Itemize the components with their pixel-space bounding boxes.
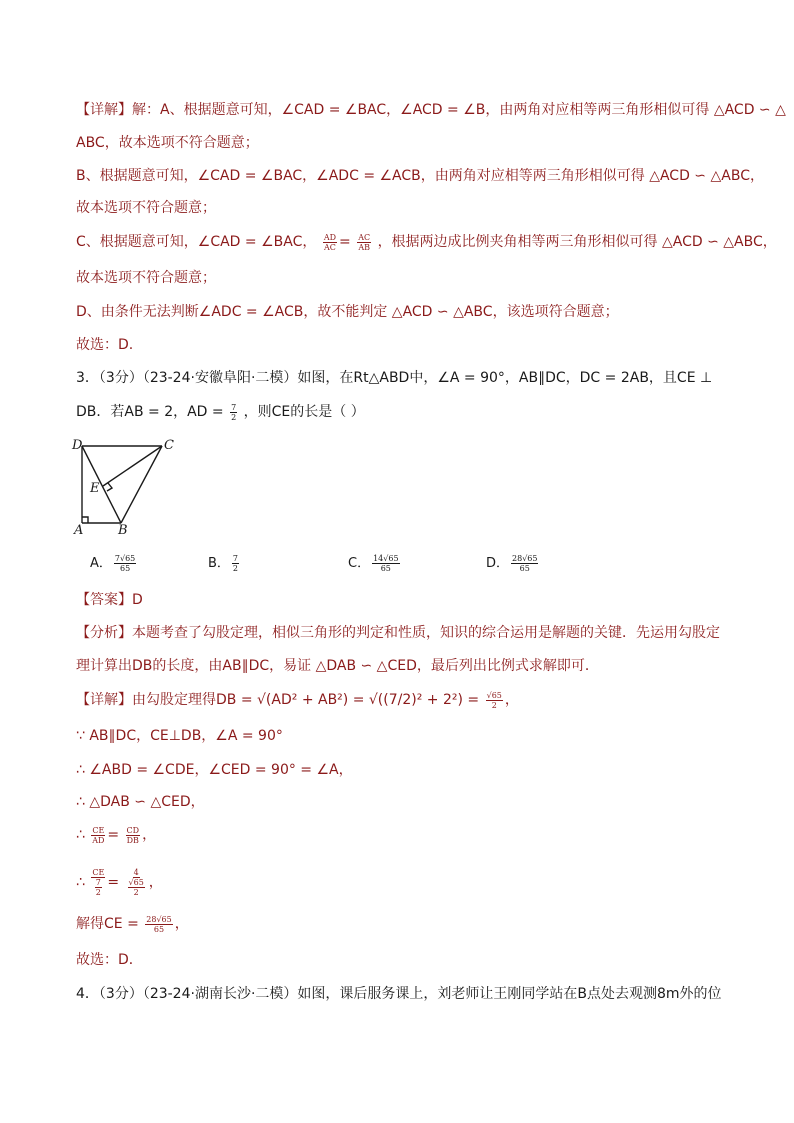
ratio-ad-ac: $\frac{AD}{AC}$ [323,232,337,252]
label-c: C [164,438,174,453]
analysis-line-2: 理计算出DB的长度，由AB∥DC，易证 △DAB ∽ △CED，最后列出比例式求解即可． [76,658,599,674]
geometry-figure [70,436,190,536]
detail-line-6: ∴ $\frac{CE}{\frac{7}{2}}$ = $\frac{4}{\frac{√65}{2}}$ ， [76,868,163,897]
solution-line-3b: 故本选项不符合题意； [76,270,216,286]
detail-line-1: 【详解】由勾股定理得DB = √(AD² + AB²) = √((7/2)² + 2²) = $\frac{√65}{2}$ ， [76,690,519,710]
label-d: D [72,438,83,453]
detail-line-7: 解得CE = $\frac{28√65}{65}$ ， [76,914,189,934]
label-a: A [74,523,84,536]
line-3a-prefix: C、根据题意可知，∠CAD = ∠BAC， [76,234,317,250]
solution-line-1a: 【详解】解：A、根据题意可知，∠CAD = ∠BAC，∠ACD = ∠B，由两角对应相等两三角形相似可得 △ACD ∽ △ [76,102,786,118]
choice-a: A． $\frac{7√65}{65}$ [90,554,136,573]
line-3a-suffix: ，根据两边成比例夹角相等两三角形相似可得 △ACD ∽ △ABC， [377,234,777,250]
label-e: E [90,481,100,496]
solution-line-2b: 故本选项不符合题意； [76,200,216,216]
question-3-suffix: ，则CE的长是（ ） [243,404,365,420]
detail-line-8: 故选：D． [76,952,143,968]
ratio-ac-ab: $\frac{AC}{AB}$ [358,232,371,252]
detail-line-4: ∴ △DAB ∽ △CED， [76,794,205,810]
solution-line-4: D、由条件无法判断∠ADC = ∠ACB，故不能判定 △ACD ∽ △ABC，该选项符合题意； [76,304,619,320]
solution-line-1b: ABC，故本选项不符合题意； [76,135,259,151]
detail-line-5: ∴ $\frac{CE}{AD}$ = $\frac{CD}{DB}$ ， [76,825,157,845]
question-3-line-b [76,402,365,422]
ad-value: $\frac{7}{2}$ [231,402,237,422]
detail-line-3: ∴ ∠ABD = ∠CDE，∠CED = 90° = ∠A， [76,762,353,778]
answer-line: 【答案】D [76,592,143,608]
solution-line-2a: B、根据题意可知，∠CAD = ∠BAC，∠ADC = ∠ACB，由两角对应相等两三角形相似可得 △ACD ∽ △ABC， [76,168,764,184]
choice-b: B． $\frac{7}{2}$ [208,554,239,573]
analysis-line-1: 【分析】本题考查了勾股定理，相似三角形的判定和性质，知识的综合运用是解题的关键．先运用勾股定 [76,625,720,641]
question-3-prefix: DB．若AB = 2，AD = [76,404,229,420]
solution-line-3a: C、根据题意可知，∠CAD = ∠BAC， $\frac{AD}{AC}$ = $\frac{AC}{AB}$ ，根据两边成比例夹角相等两三角形相似可得 △ACD ∽ △ABC， [76,232,777,252]
question-3-line-a: 3．（3分）（23-24·安徽阜阳·二模）如图，在Rt△ABD中，∠A = 90°，AB∥DC，DC = 2AB，且CE ⊥ [76,370,713,386]
db-result: $\frac{√65}{2}$ [486,690,502,710]
segment-bc [121,446,162,523]
segment-db [82,446,121,523]
right-angle-e [107,483,112,491]
detail-line-2: ∵ AB∥DC，CE⊥DB，∠A = 90° [76,728,283,744]
solution-line-5: 故选：D. [76,337,134,353]
question-4-line: 4．（3分）（23-24·湖南长沙·二模）如图，课后服务课上，刘老师让王刚同学站在B点处去观测8m外的位 [76,986,722,1002]
choice-c: C． $\frac{14√65}{65}$ [348,554,399,573]
label-b: B [118,523,128,536]
choice-d: D． $\frac{28√65}{65}$ [486,554,538,573]
segment-ce [103,446,162,486]
